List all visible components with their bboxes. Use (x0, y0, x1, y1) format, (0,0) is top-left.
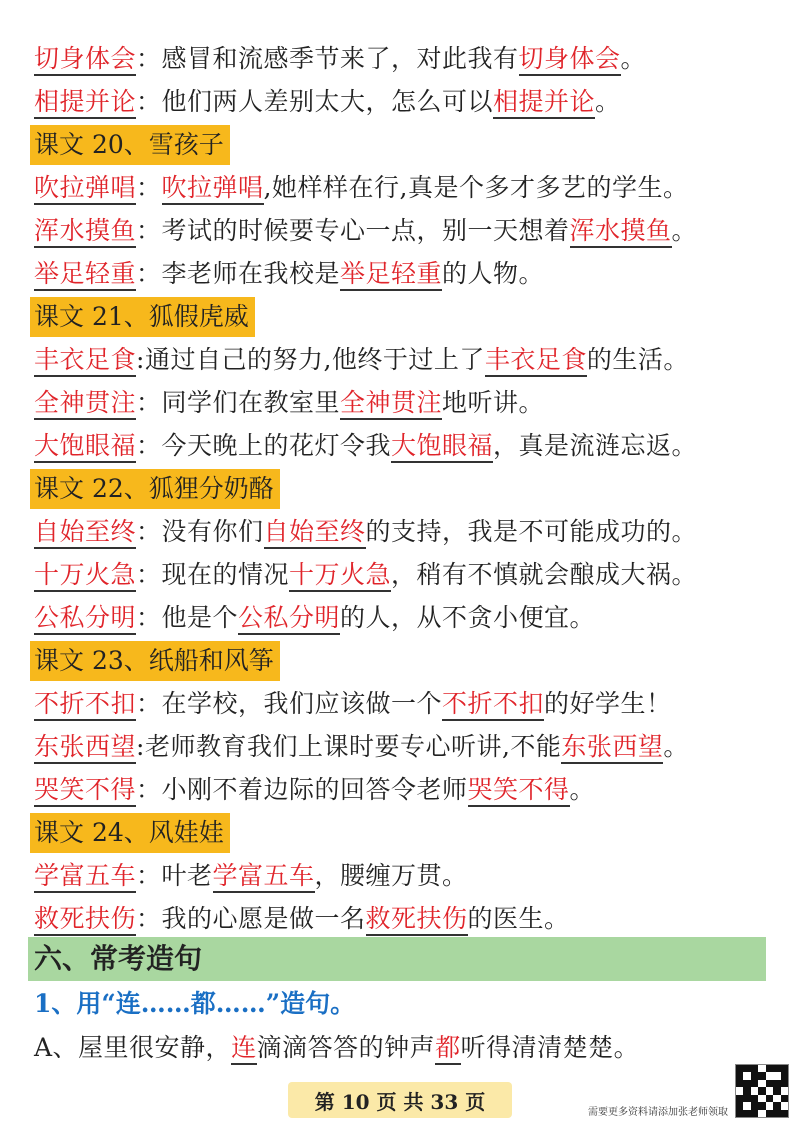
idiom-answer: 公私分明 (238, 603, 340, 635)
idiom-word: 相提并论 (34, 87, 136, 119)
idiom-line (34, 340, 780, 380)
idiom-word: 切身体会 (34, 44, 136, 76)
idiom-sentence-pre: ：叶老 (136, 861, 213, 890)
idiom-word: 十万火急 (34, 560, 136, 592)
idiom-word: 自始至终 (34, 517, 136, 549)
idiom-answer: 切身体会 (519, 44, 621, 76)
idiom-answer: 救死扶伤 (366, 904, 468, 936)
idiom-answer: 举足轻重 (340, 259, 442, 291)
idiom-sentence-pre: ：考试的时候要专心一点，别一天想着 (136, 216, 570, 245)
idiom-answer: 相提并论 (493, 87, 595, 119)
idiom-word: 哭笑不得 (34, 775, 136, 807)
idiom-sentence-pre: ：李老师在我校是 (136, 259, 341, 288)
idiom-line (34, 598, 780, 638)
idiom-sentence-pre: ：同学们在教室里 (136, 388, 341, 417)
idiom-sentence-pre: ：小刚不着边际的回答令老师 (136, 775, 468, 804)
idiom-answer: 大饱眼福 (391, 431, 493, 463)
example-mid: 滴滴答答的钟声 (256, 1033, 436, 1062)
lesson-heading: 课文 23、纸船和风筝 (30, 641, 280, 681)
lesson-heading: 课文 21、狐假虎威 (30, 297, 255, 337)
idiom-answer: 丰衣足食 (485, 345, 587, 377)
idiom-answer: 哭笑不得 (468, 775, 570, 807)
page-number: 第 10 页 共 33 页 (314, 1090, 486, 1114)
idiom-sentence-post: 。 (595, 87, 621, 116)
idiom-answer: 东张西望 (561, 732, 663, 764)
idiom-sentence-post: 地听讲。 (442, 388, 545, 417)
idiom-sentence-post: 。 (569, 775, 596, 804)
idiom-sentence-post: 。 (620, 44, 647, 73)
lesson-heading: 课文 22、狐狸分奶酪 (30, 469, 280, 509)
example-keyword-1: 连 (231, 1033, 257, 1065)
idiom-answer: 学富五车 (213, 861, 315, 893)
idiom-line (34, 727, 780, 767)
example-sentence (34, 1028, 780, 1068)
lesson-heading: 课文 20、雪孩子 (30, 125, 230, 165)
idiom-answer: 不折不扣 (442, 689, 544, 721)
idiom-word: 东张西望 (34, 732, 136, 764)
idiom-line (34, 770, 780, 810)
idiom-sentence-pre: ：他们两人差别太大，怎么可以 (136, 87, 494, 116)
idiom-sentence-post: 的医生。 (467, 904, 570, 933)
idiom-answer: 吹拉弹唱 (162, 173, 264, 205)
idiom-sentence-pre: :通过自己的努力,他终于过上了 (136, 345, 485, 374)
idiom-word: 公私分明 (34, 603, 136, 635)
idiom-sentence-pre: ：感冒和流感季节来了，对此我有 (136, 44, 519, 73)
idiom-line (34, 82, 780, 122)
idiom-sentence-post: 的好学生！ (544, 689, 672, 718)
idiom-word: 吹拉弹唱 (34, 173, 136, 205)
idiom-sentence-post: ，腰缠万贯。 (314, 861, 468, 890)
example-keyword-2: 都 (435, 1033, 461, 1065)
idiom-sentence-post: 的支持，我是不可能成功的。 (365, 517, 698, 546)
idiom-answer: 浑水摸鱼 (570, 216, 672, 248)
idiom-sentence-pre: ：没有你们 (136, 517, 264, 546)
idiom-line (34, 211, 780, 251)
idiom-sentence-post: 的生活。 (586, 345, 689, 374)
example-post: 听得清清楚楚。 (460, 1033, 640, 1062)
idiom-answer: 全神贯注 (340, 388, 442, 420)
idiom-sentence-pre: ：我的心愿是做一名 (136, 904, 366, 933)
idiom-sentence-pre: ：现在的情况 (136, 560, 290, 589)
idiom-answer: 十万火急 (289, 560, 391, 592)
idiom-sentence-pre: ：他是个 (136, 603, 239, 632)
idiom-word: 救死扶伤 (34, 904, 136, 936)
idiom-word: 举足轻重 (34, 259, 136, 291)
idiom-sentence-pre: :老师教育我们上课时要专心听讲,不能 (136, 732, 562, 761)
idiom-sentence-pre: ： (136, 173, 162, 202)
idiom-sentence-post: 。 (671, 216, 698, 245)
idiom-sentence-post: ，稍有不慎就会酿成大祸。 (391, 560, 698, 589)
idiom-word: 浑水摸鱼 (34, 216, 136, 248)
idiom-sentence-post: 的人物。 (442, 259, 545, 288)
idiom-word: 大饱眼福 (34, 431, 136, 463)
idiom-sentence-post: 的人，从不贪小便宜。 (340, 603, 596, 632)
idiom-word: 丰衣足食 (34, 345, 136, 377)
idiom-word: 全神贯注 (34, 388, 136, 420)
example-pre: A、屋里很安静， (34, 1033, 232, 1062)
idiom-sentence-pre: ：在学校，我们应该做一个 (136, 689, 443, 718)
lesson-heading: 课文 24、风娃娃 (30, 813, 230, 853)
idiom-sentence-post: 。 (663, 732, 689, 761)
idiom-sentence-post: ,她样样在行,真是个多才多艺的学生。 (263, 173, 689, 202)
idiom-line (34, 426, 780, 466)
subsection-heading: 1、用“连……都……”造句。 (34, 989, 356, 1018)
idiom-word: 学富五车 (34, 861, 136, 893)
qr-code-icon (735, 1064, 789, 1118)
idiom-line (34, 899, 780, 939)
idiom-answer: 自始至终 (264, 517, 366, 549)
idiom-line (34, 555, 780, 595)
idiom-word: 不折不扣 (34, 689, 136, 721)
idiom-line (34, 39, 780, 79)
footer-note: 需要更多资料请添加张老师领取 (588, 1107, 728, 1118)
idiom-line (34, 684, 780, 724)
idiom-line (34, 856, 780, 896)
section-heading: 六、常考造句 (28, 937, 766, 981)
idiom-line (34, 383, 780, 423)
idiom-sentence-pre: ：今天晚上的花灯令我 (136, 431, 392, 460)
idiom-line (34, 512, 780, 552)
idiom-sentence-post: ，真是流涟忘返。 (493, 431, 698, 460)
idiom-line (34, 254, 780, 294)
idiom-line (34, 168, 780, 208)
